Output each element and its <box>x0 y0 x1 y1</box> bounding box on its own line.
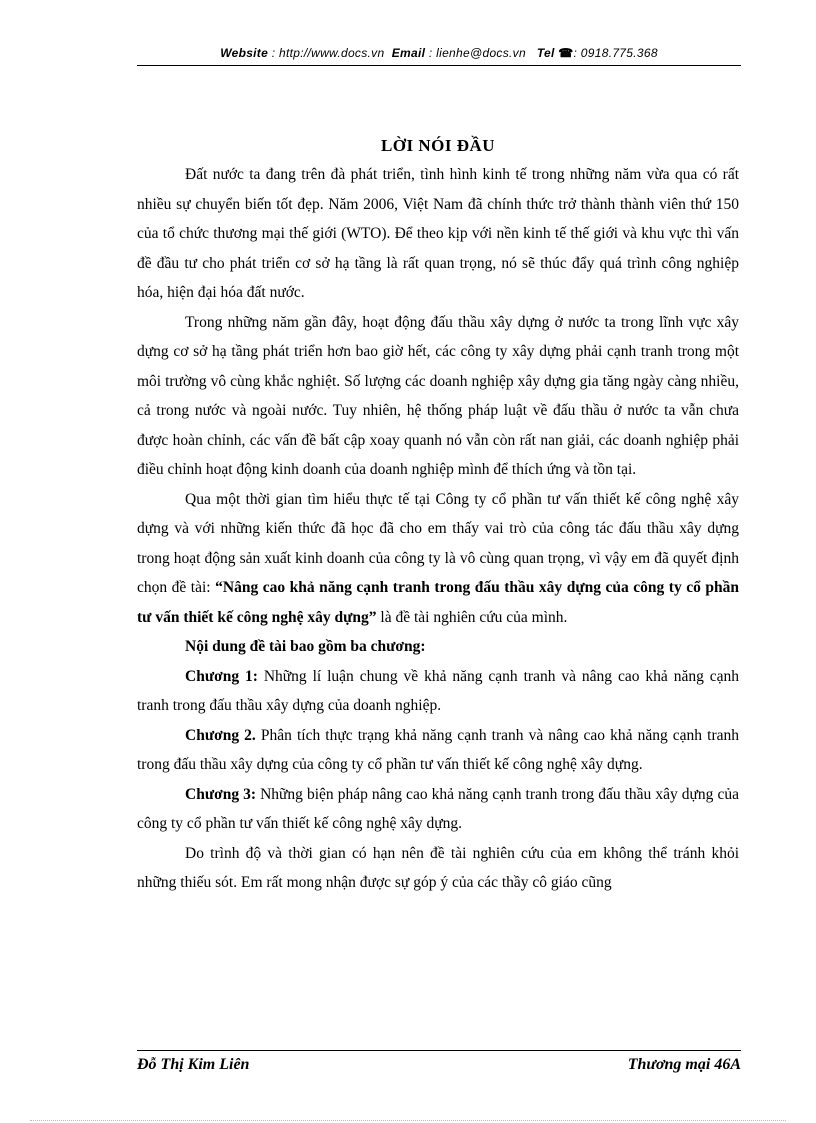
chapter-1-label: Chương 1: <box>185 667 258 685</box>
page-header <box>137 46 741 66</box>
paragraph-closing: Do trình độ và thời gian có hạn nên đề tài nghiên cứu của em không thể tránh khỏi những thiếu sót. Em rất mong nhận được sự góp ý của các thầy cô giáo cũng <box>137 844 739 891</box>
footer-author: Đỗ Thị Kim Liên <box>137 1056 250 1073</box>
email-separator: : <box>425 46 437 60</box>
chapter-1-text: Những lí luận chung về khả năng cạnh tranh và nâng cao khả năng cạnh tranh trong đấu thầu xây dựng của doanh nghiệp. <box>137 667 739 714</box>
paragraph-intro: Đất nước ta đang trên đà phát triển, tình hình kinh tế trong những năm vừa qua có rất nhiều sự chuyển biến tốt đẹp. Năm 2006, Việt Nam đã chính thức trở thành thành viên thứ 150 của tổ chức thương mại thế giới (WTO). Để theo kịp với nền kinh tế thế giới và khu vực thì vấn đề đầu tư cho phát triển cơ sở hạ tầng là rất quan trọng, nó sẽ thúc đẩy quá trình công nghiệp hóa, hiện đại hóa đất nước. <box>137 166 739 301</box>
website-url[interactable]: http://www.docs.vn <box>279 46 385 60</box>
email-label: Email <box>391 46 426 60</box>
page-bottom-divider <box>30 1120 786 1121</box>
chapter-2 <box>137 721 739 780</box>
paragraph-context: Trong những năm gần đây, hoạt động đấu thầu xây dựng ở nước ta trong lĩnh vực xây dựng cơ sở hạ tầng phát triển hơn bao giờ hết, các công ty xây dựng phải cạnh tranh trong một môi trường vô cùng khắc nghiệt. Số lượng các doanh nghiệp xây dựng gia tăng ngày càng nhiều, cả trong nước và ngoài nước. Tuy nhiên, hệ thống pháp luật về đấu thầu ở nước ta vẫn chưa được hoàn chỉnh, các vấn đề bất cập xoay quanh nó vẫn còn rất nan giải, các doanh nghiệp phải điều chỉnh hoạt động kinh doanh của doanh nghiệp mình để thích ứng và tồn tại. <box>137 313 739 478</box>
tel-value: 0918.775.368 <box>580 46 658 60</box>
tel-separator: : <box>573 46 581 60</box>
chapter-2-label: Chương 2. <box>185 726 256 744</box>
chapter-1 <box>137 662 739 721</box>
website-separator: : <box>268 46 279 60</box>
page-title: LỜI NÓI ĐẦU <box>380 136 496 155</box>
topic-title: “Nâng cao khả năng cạnh tranh trong đấu thầu xây dựng của công ty cổ phần tư vấn thiết kế công nghệ xây dựng” <box>137 579 739 626</box>
topic-text-end: là đề tài nghiên cứu của mình. <box>376 608 568 626</box>
content-heading-text: Nội dung đề tài bao gồm ba chương: <box>185 638 426 655</box>
content-heading <box>137 632 739 662</box>
email-value[interactable]: lienhe@docs.vn <box>436 46 526 60</box>
chapter-3-label: Chương 3: <box>185 785 257 803</box>
page-footer <box>137 1050 741 1074</box>
chapter-3 <box>137 780 739 839</box>
topic-text-start: Qua một thời gian tìm hiểu thực tế tại Công ty cổ phần tư vấn thiết kế công nghệ xây dựng và với những kiến thức đã học đã cho em thấy vai trò của công tác đấu thầu xây dựng trong hoạt động sản xuất kinh doanh của công ty là vô cùng quan trọng, vì vậy em đã quyết định chọn đề tài: <box>137 490 739 596</box>
website-label: Website <box>220 46 269 60</box>
footer-class: Thương mại 46A <box>627 1056 741 1073</box>
tel-label: Tel <box>536 46 555 60</box>
phone-icon: ☎ <box>558 46 574 60</box>
document-body <box>137 131 739 898</box>
chapter-3-text: Những biện pháp nâng cao khả năng cạnh tranh trong đấu thầu xây dựng của công ty cổ phần tư vấn thiết kế công nghệ xây dựng. <box>137 785 739 832</box>
paragraph-topic <box>137 485 739 633</box>
chapter-2-text: Phân tích thực trạng khả năng cạnh tranh và nâng cao khả năng cạnh tranh trong đấu thầu xây dựng của công ty cổ phần tư vấn thiết kế công nghệ xây dựng. <box>137 726 739 773</box>
